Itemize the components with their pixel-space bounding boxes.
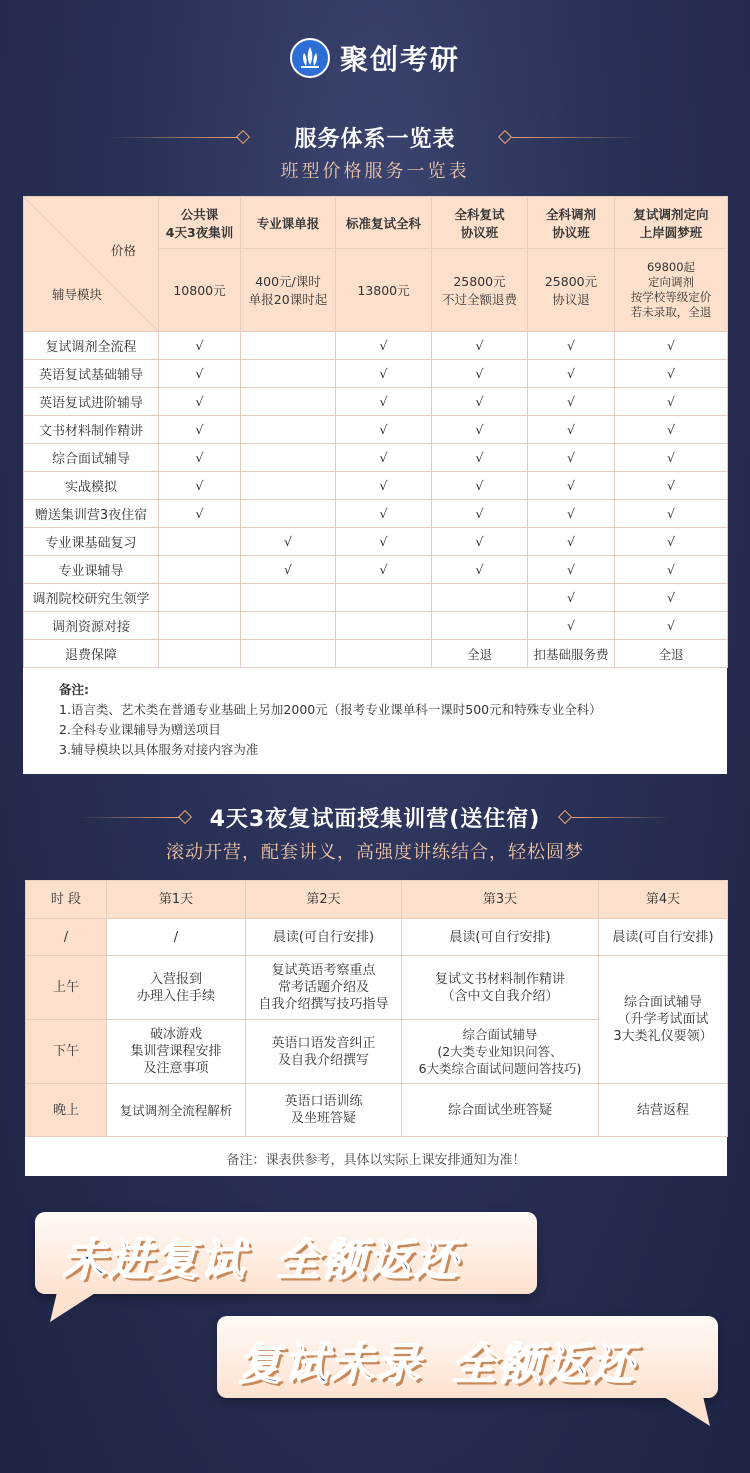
table-row [24,332,728,360]
table-cell [241,472,336,500]
check-icon: √ [432,416,528,444]
logo-badge-icon [290,38,330,78]
table-cell [159,584,241,612]
row-label: 专业课基础复习 [24,528,159,556]
table-cell [432,584,528,612]
check-icon: √ [159,472,241,500]
row-label: 综合面试辅导 [24,444,159,472]
check-icon: √ [159,416,241,444]
schedule-header: 第3天 [402,881,599,919]
check-icon: √ [336,500,432,528]
table-cell [241,640,336,668]
period-label: 晚上 [26,1084,107,1137]
table-cell [241,332,336,360]
schedule-cell: 英语口语发音纠正 及自我介绍撰写 [246,1020,402,1084]
table-cell [159,528,241,556]
section2-title: 4天3夜复试面授集训营(送住宿) [209,807,541,832]
table-cell [241,584,336,612]
check-icon: √ [528,584,615,612]
check-icon: √ [528,556,615,584]
column-header: 全科复试 协议班 [432,197,528,249]
service-rows [24,332,728,668]
schedule-cell: 入营报到 办理入住手续 [107,956,246,1020]
check-icon: √ [615,444,728,472]
check-icon: √ [528,472,615,500]
check-icon: √ [615,556,728,584]
table-cell [159,640,241,668]
check-icon: √ [432,528,528,556]
schedule-cell: 复试英语考察重点 常考话题介绍及 自我介绍撰写技巧指导 [246,956,402,1020]
schedule-cell: 破冰游戏 集训营课程安排 及注意事项 [107,1020,246,1084]
schedule-footnote: 备注：课表供参考，具体以实际上课安排通知为准！ [226,1153,526,1168]
slogan-2: 复试未录 全额返还 [238,1339,636,1390]
table-cell [336,584,432,612]
table-row [24,388,728,416]
table-row [24,584,728,612]
schedule-header: 时 段 [26,881,107,919]
row-label: 英语复试进阶辅导 [24,388,159,416]
period-label: 下午 [26,1020,107,1084]
table-row [24,416,728,444]
check-icon: √ [528,528,615,556]
column-header: 复试调剂定向 上岸圆梦班 [615,197,728,249]
check-icon: √ [336,360,432,388]
schedule-cell: 晨读(可自行安排) [246,919,402,956]
section1-subtitle: 班型价格服务一览表 [280,161,470,182]
schedule-header: 第1天 [107,881,246,919]
check-icon: √ [432,332,528,360]
check-icon: √ [528,444,615,472]
check-icon: √ [615,584,728,612]
table-cell [336,640,432,668]
check-icon: √ [615,472,728,500]
schedule-cell: 英语口语训练 及坐班答疑 [246,1084,402,1137]
brand-logo [0,38,750,78]
schedule-cell: 综合面试辅导 (2大类专业知识问答、 6大类综合面试问题问答技巧) [402,1020,599,1084]
table-row [24,528,728,556]
check-icon: √ [528,332,615,360]
price-cell: 69800起 定向调剂 按学校等级定价 若未录取，全退 [615,249,728,332]
corner-module-label: 辅导模块 [52,287,103,302]
table-row [24,612,728,640]
column-header: 标准复试全科 [336,197,432,249]
check-icon: √ [432,388,528,416]
schedule-card [25,880,727,1176]
check-icon: √ [615,528,728,556]
service-table-card [23,196,727,774]
table-cell [241,500,336,528]
table-row [24,444,728,472]
price-cell: 25800元 不过全额退费 [432,249,528,332]
table-cell [159,556,241,584]
check-icon: √ [336,332,432,360]
period-label: / [26,919,107,956]
row-label: 实战模拟 [24,472,159,500]
column-header: 全科调剂 协议班 [528,197,615,249]
column-header: 公共课 4天3夜集训 [159,197,241,249]
check-icon: √ [336,528,432,556]
check-icon: √ [615,360,728,388]
schedule-cell: 晨读(可自行安排) [402,919,599,956]
table-cell: 全退 [615,640,728,668]
brand-name: 聚创考研 [339,43,460,76]
check-icon: √ [432,556,528,584]
note-line: 2.全科专业课辅导为赠送项目 [59,722,221,737]
table-row [24,472,728,500]
check-icon: √ [432,500,528,528]
schedule-cell: 复试调剂全流程解析 [107,1084,246,1137]
check-icon: √ [615,612,728,640]
corner-price-label: 价格 [110,243,136,258]
title-deco-right [572,817,672,818]
check-icon: √ [615,500,728,528]
check-icon: √ [159,360,241,388]
schedule-header: 第4天 [599,881,728,919]
check-icon: √ [528,360,615,388]
note-line: 3.辅导模块以具体服务对接内容为准 [59,742,259,757]
check-icon: √ [528,612,615,640]
check-icon: √ [615,416,728,444]
corner-cell [24,197,159,332]
row-label: 英语复试基础辅导 [24,360,159,388]
title-deco-right [512,137,640,138]
check-icon: √ [241,556,336,584]
check-icon: √ [615,388,728,416]
table-row [24,360,728,388]
table-row [24,500,728,528]
check-icon: √ [159,388,241,416]
table-cell [432,612,528,640]
notes-title: 备注: [59,682,89,697]
table-row [24,640,728,668]
check-icon: √ [615,332,728,360]
price-cell: 13800元 [336,249,432,332]
check-icon: √ [159,500,241,528]
notes-block [23,668,727,772]
price-cell: 25800元 协议退 [528,249,615,332]
table-cell [241,360,336,388]
section1-title: 服务体系一览表 [294,127,456,152]
check-icon: √ [159,332,241,360]
table-cell: 全退 [432,640,528,668]
row-label: 文书材料制作精讲 [24,416,159,444]
bubble-tail-icon [48,1288,108,1324]
check-icon: √ [336,416,432,444]
schedule-header: 第2天 [246,881,402,919]
schedule-cell: 结营返程 [599,1084,728,1137]
note-line: 1.语言类、艺术类在普通专业基础上另加2000元（报考专业课单科一课时500元和特殊专业全科） [59,702,602,717]
period-label: 上午 [26,956,107,1020]
check-icon: √ [159,444,241,472]
check-icon: √ [432,360,528,388]
table-cell [241,444,336,472]
table-cell [241,416,336,444]
check-icon: √ [336,556,432,584]
schedule-cell: 晨读(可自行安排) [599,919,728,956]
check-icon: √ [336,388,432,416]
row-label: 调剂院校研究生领学 [24,584,159,612]
table-row [24,556,728,584]
section2-subtitle: 滚动开营，配套讲义，高强度讲练结合，轻松圆梦 [166,842,584,863]
table-cell [159,612,241,640]
row-label: 专业课辅导 [24,556,159,584]
check-icon: √ [528,416,615,444]
table-cell [241,388,336,416]
check-icon: √ [336,472,432,500]
check-icon: √ [432,444,528,472]
service-table [23,196,728,668]
check-icon: √ [336,444,432,472]
price-cell: 10800元 [159,249,241,332]
check-icon: √ [241,528,336,556]
row-label: 调剂资源对接 [24,612,159,640]
table-cell: 扣基础服务费 [528,640,615,668]
column-header: 专业课单报 [241,197,336,249]
row-label: 复试调剂全流程 [24,332,159,360]
row-label: 赠送集训营3夜住宿 [24,500,159,528]
schedule-cell: 综合面试辅导 （升学考试面试 3大类礼仪要领） [599,956,728,1084]
bubble-tail-icon [652,1392,712,1428]
price-cell: 400元/课时 单报20课时起 [241,249,336,332]
check-icon: √ [528,388,615,416]
schedule-table [25,880,728,1137]
table-cell [241,612,336,640]
schedule-cell: / [107,919,246,956]
check-icon: √ [528,500,615,528]
slogan-1: 未进复试 全额返还 [62,1235,460,1286]
check-icon: √ [432,472,528,500]
row-label: 退费保障 [24,640,159,668]
schedule-cell: 复试文书材料制作精讲 （含中文自我介绍） [402,956,599,1020]
schedule-cell: 综合面试坐班答疑 [402,1084,599,1137]
table-cell [336,612,432,640]
